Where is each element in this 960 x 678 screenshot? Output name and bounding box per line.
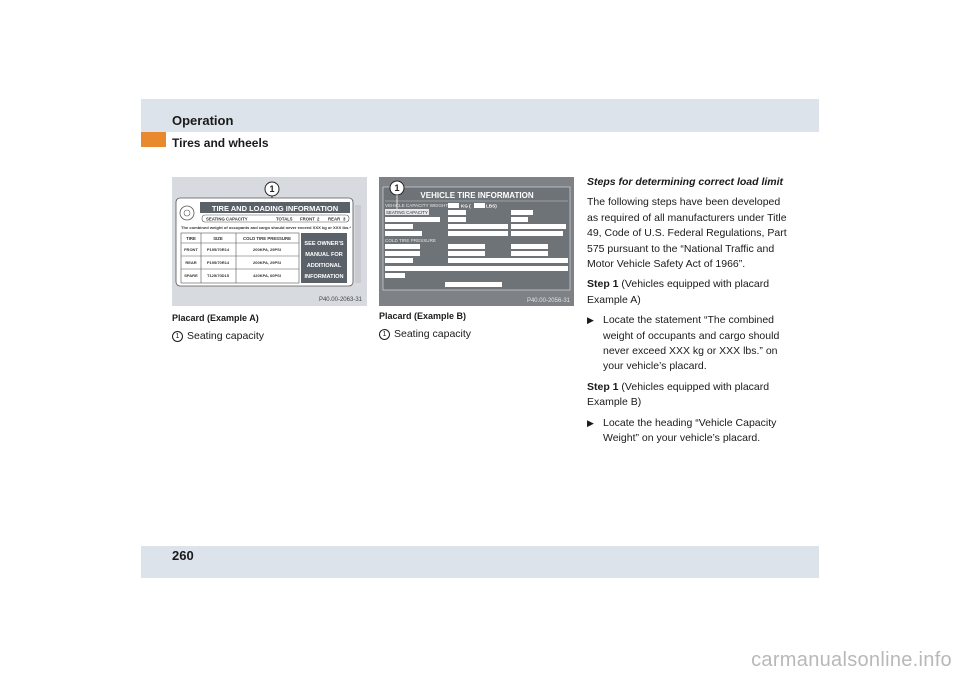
placard-b-title: VEHICLE TIRE INFORMATION	[420, 191, 534, 200]
figure-b-code: P40.00-2056-31	[526, 298, 570, 304]
legend-text-a: Seating capacity	[187, 330, 265, 342]
watermark: carmanualsonline.info	[751, 649, 952, 671]
legend-text-b: Seating capacity	[394, 328, 472, 340]
svg-text:SEE OWNER'S: SEE OWNER'S	[304, 241, 344, 247]
bullet-arrow-icon: ▶	[587, 315, 594, 326]
svg-text:P195/70R14: P195/70R14	[206, 260, 230, 265]
load-limit-steps	[587, 175, 787, 452]
svg-text:200KPA, 29PSI: 200KPA, 29PSI	[253, 260, 281, 265]
svg-text:INFORMATION: INFORMATION	[304, 274, 344, 280]
svg-text:SPARE: SPARE	[184, 273, 198, 278]
svg-text:FRONT: FRONT	[184, 247, 198, 252]
steps-heading: Steps for determining correct load limit	[587, 176, 784, 188]
section-marker	[141, 132, 166, 147]
svg-text:420KPA, 60PSI: 420KPA, 60PSI	[253, 273, 281, 278]
page-number: 260	[172, 548, 194, 563]
header-band	[141, 99, 819, 132]
svg-text:COLD TIRE PRESSURE: COLD TIRE PRESSURE	[385, 238, 436, 243]
figure-a-code: P40.00-2063-31	[318, 297, 362, 303]
tire-logo-icon	[180, 206, 194, 220]
svg-text:SEATING CAPACITY: SEATING CAPACITY	[386, 209, 428, 215]
bullet-arrow-icon: ▶	[587, 417, 594, 428]
footer-band	[141, 546, 819, 578]
legend-number-b: 1	[379, 329, 390, 340]
placard-example-b-figure	[379, 177, 574, 306]
step1-example-a: Step 1 (Vehicles equipped with placard Example A)	[587, 278, 770, 306]
svg-text:5: 5	[290, 216, 293, 222]
svg-text:REAR: REAR	[185, 260, 197, 265]
svg-text:TOTAL: TOTAL	[276, 216, 290, 222]
svg-text:TIRE: TIRE	[186, 236, 196, 241]
svg-text:COLD TIRE PRESSURE: COLD TIRE PRESSURE	[243, 236, 291, 241]
svg-text:3: 3	[343, 216, 346, 222]
svg-text:REAR: REAR	[328, 216, 341, 222]
steps-intro: The following steps have been developed as required of all manufacturers under Title 49, Code of U.S. Federal Regulations, Part 575 pursuant to the “National Traffic and Motor Vehicle Safety Act of 1966”.	[587, 196, 787, 271]
svg-text:200KPA, 29PSI: 200KPA, 29PSI	[253, 247, 281, 252]
figure-b-legend	[379, 328, 471, 340]
svg-text:P195/70R14: P195/70R14	[206, 247, 230, 252]
svg-text:MANUAL FOR: MANUAL FOR	[305, 252, 343, 258]
svg-text:SIZE: SIZE	[213, 236, 223, 241]
subsection-title: Tires and wheels	[172, 136, 269, 150]
combined-weight-statement: The combined weight of occupants and cargo should never exceed XXX kg or XXX lbs.*	[181, 225, 352, 230]
figure-a-caption: Placard (Example A)	[172, 313, 259, 323]
seating-label: SEATING CAPACITY	[206, 216, 248, 222]
svg-text:ADDITIONAL: ADDITIONAL	[306, 263, 342, 269]
callout-1-number: 1	[269, 184, 275, 194]
svg-text:VEHICLE CAPACITY WEIGHT: VEHICLE CAPACITY WEIGHT	[385, 203, 449, 208]
svg-text:KG (: KG (	[461, 203, 471, 209]
svg-text:LBS): LBS)	[486, 203, 497, 209]
step1a-bullet: ▶ Locate the statement “The combined weight of occupants and cargo should never exceed XXX kg or XXX lbs.” on your vehicle’s placard.	[587, 314, 780, 373]
svg-text:FRONT: FRONT	[300, 216, 315, 222]
figure-b-caption: Placard (Example B)	[379, 311, 467, 321]
svg-text:T125/70D15: T125/70D15	[206, 273, 230, 278]
legend-number-a: 1	[172, 331, 183, 342]
svg-text:1: 1	[394, 183, 400, 193]
figure-a-legend	[172, 330, 264, 342]
placard-example-a-figure	[172, 177, 367, 306]
placard-a-title: TIRE AND LOADING INFORMATION	[211, 204, 339, 213]
svg-text:2: 2	[317, 216, 320, 222]
step1-example-b: Step 1 (Vehicles equipped with placard Example B)	[587, 380, 770, 409]
step1b-bullet: ▶ Locate the heading “Vehicle Capacity Weight” on your vehicle’s placard.	[587, 416, 777, 445]
section-title: Operation	[172, 113, 234, 128]
